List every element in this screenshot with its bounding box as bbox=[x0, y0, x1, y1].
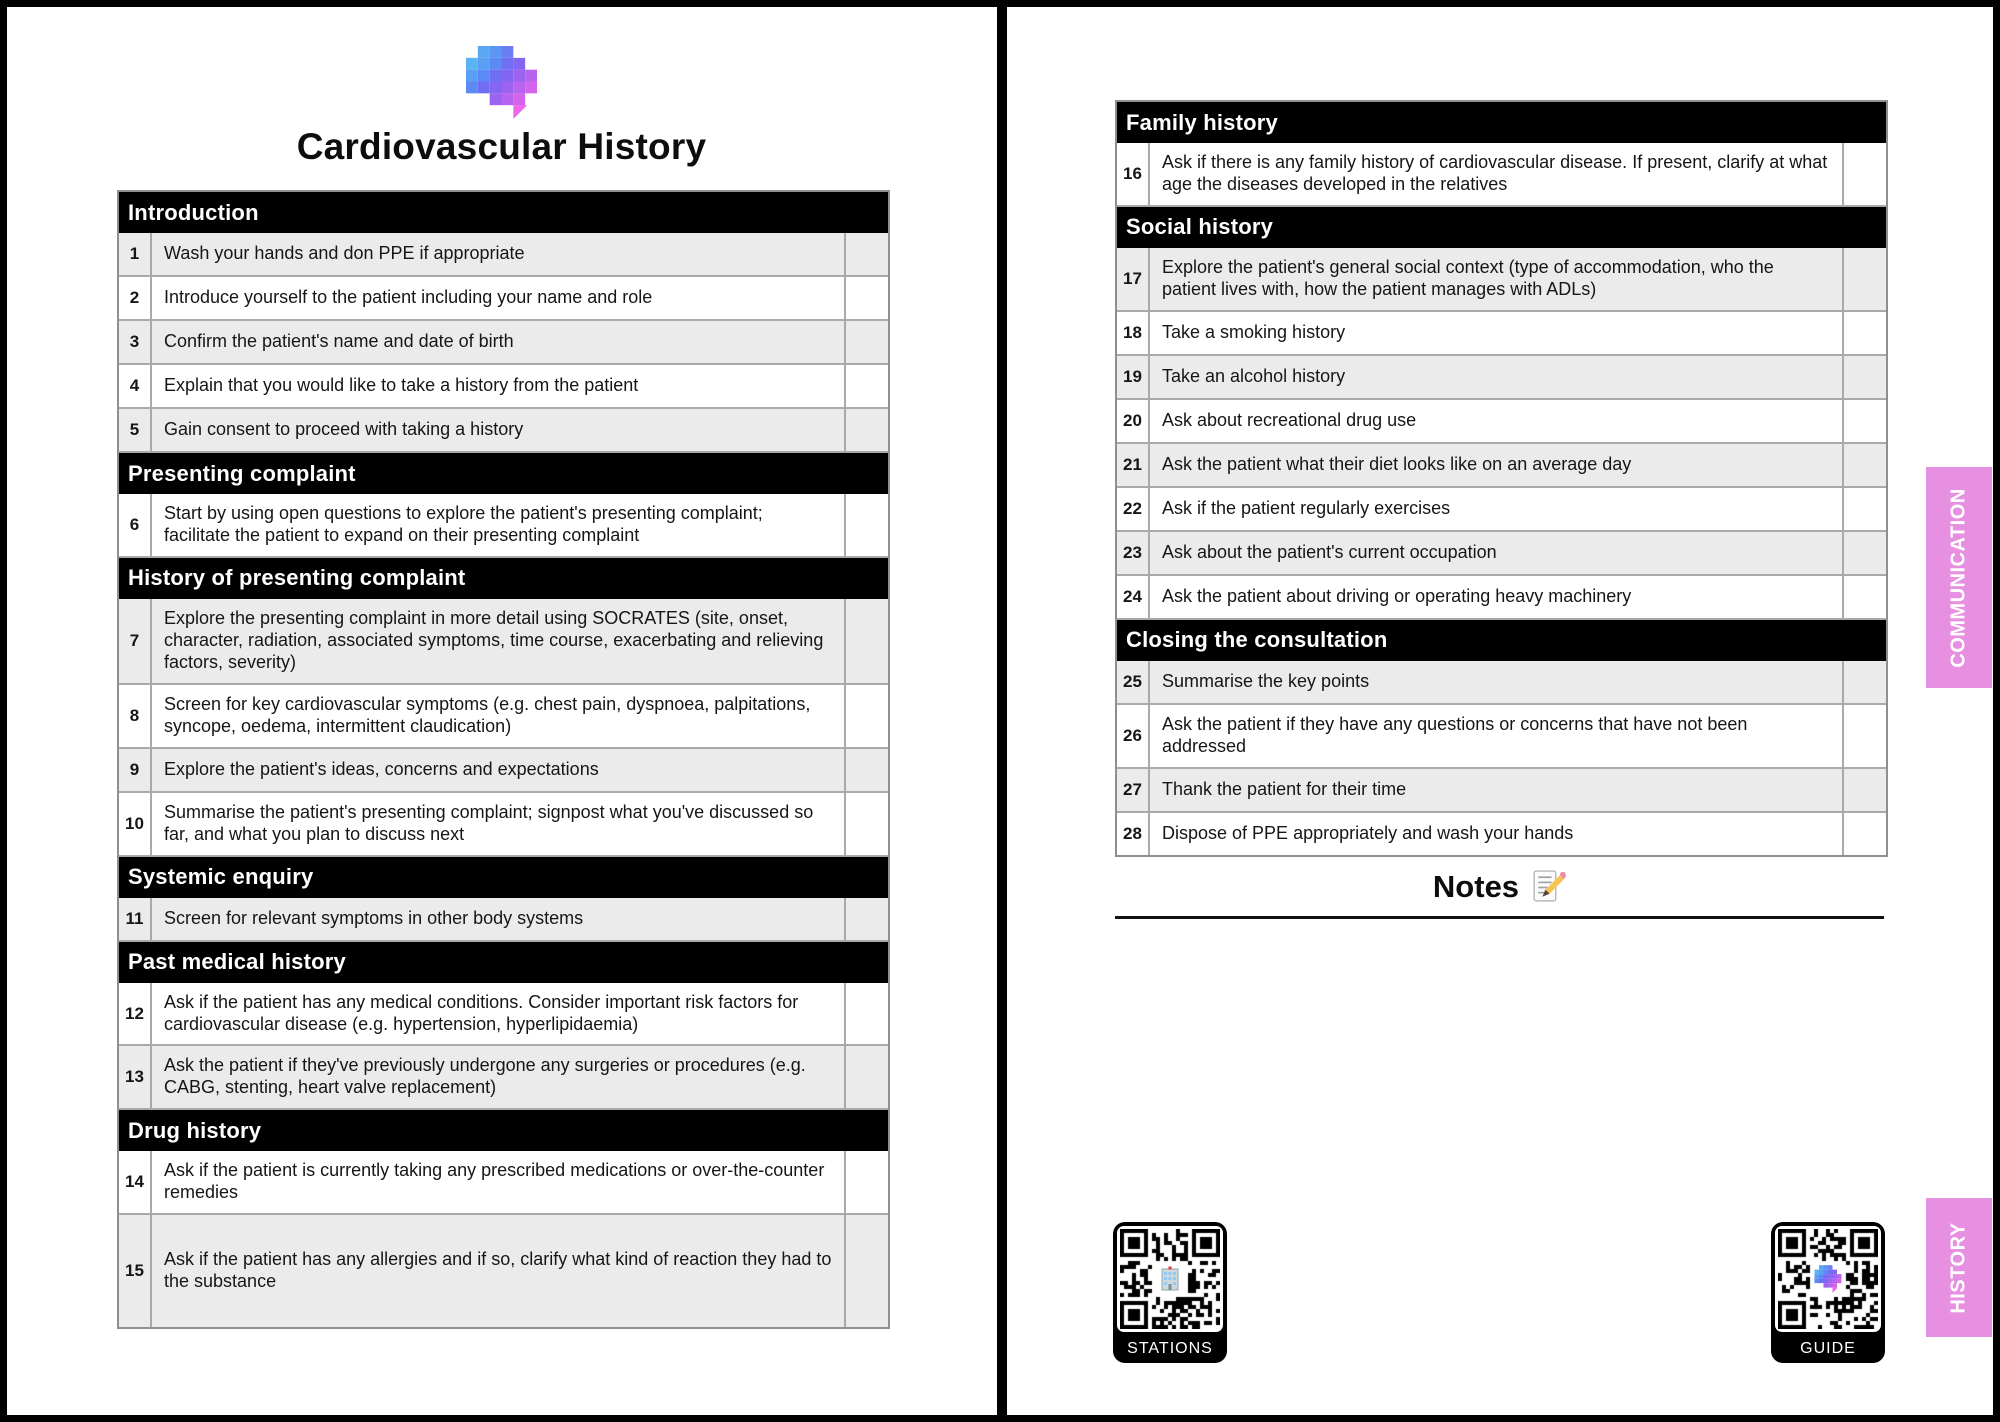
item-number: 23 bbox=[1117, 532, 1150, 574]
qr-guide[interactable] bbox=[1771, 1222, 1885, 1363]
item-number: 26 bbox=[1117, 705, 1150, 767]
checkbox-cell[interactable] bbox=[1842, 576, 1886, 618]
item-text: Screen for relevant symptoms in other body systems bbox=[164, 907, 584, 928]
item-text: Explore the patient's general social context (type of accommodation, who the patient lives with, how the patient manages with ADLs) bbox=[1162, 256, 1774, 299]
item-text: Ask the patient if they've previously undergone any surgeries or procedures (e.g. CABG, stenting, heart valve replacement) bbox=[164, 1055, 806, 1098]
item-number: 4 bbox=[119, 365, 152, 407]
right-checklist-table bbox=[1115, 100, 1888, 857]
hospital-building-icon bbox=[1155, 1264, 1185, 1294]
checklist-item-9 bbox=[119, 749, 888, 793]
item-number: 19 bbox=[1117, 356, 1150, 398]
item-text: Ask the patient what their diet looks like on an average day bbox=[1162, 453, 1632, 474]
section-header: History of presenting complaint bbox=[119, 558, 888, 599]
item-text: Ask about recreational drug use bbox=[1162, 409, 1417, 430]
checklist-item-19 bbox=[1117, 356, 1886, 400]
brain-logo-icon bbox=[466, 46, 537, 124]
checklist-item-23 bbox=[1117, 532, 1886, 576]
item-text: Ask if the patient regularly exercises bbox=[1162, 497, 1451, 518]
checklist-item-28 bbox=[1117, 813, 1886, 855]
item-text: Dispose of PPE appropriately and wash your hands bbox=[1162, 822, 1574, 843]
item-number: 7 bbox=[119, 599, 152, 683]
section-header: Presenting complaint bbox=[119, 453, 888, 494]
checkbox-cell[interactable] bbox=[844, 365, 888, 407]
checkbox-cell[interactable] bbox=[844, 685, 888, 747]
item-number: 6 bbox=[119, 494, 152, 556]
section-header: Social history bbox=[1117, 207, 1886, 248]
checkbox-cell[interactable] bbox=[844, 233, 888, 275]
checklist-item-13 bbox=[119, 1046, 888, 1110]
notes-underline bbox=[1115, 916, 1884, 919]
item-text: Ask if there is any family history of cardiovascular disease. If present, clarify at what age the diseases developed in the relatives bbox=[1162, 152, 1828, 194]
checkbox-cell[interactable] bbox=[1842, 444, 1886, 486]
item-text: Take a smoking history bbox=[1162, 321, 1346, 342]
item-text: Explore the presenting complaint in more detail using SOCRATES (site, onset, character, radiation, associated symptoms, time course, exacerbating and relieving factors, severity) bbox=[164, 607, 824, 672]
checkbox-cell[interactable] bbox=[844, 1215, 888, 1327]
checkbox-cell[interactable] bbox=[1842, 769, 1886, 811]
item-number: 2 bbox=[119, 277, 152, 319]
item-number: 22 bbox=[1117, 488, 1150, 530]
checkbox-cell[interactable] bbox=[844, 983, 888, 1045]
item-text: Ask the patient if they have any questions or concerns that have not been addressed bbox=[1162, 713, 1748, 756]
item-number: 9 bbox=[119, 749, 152, 791]
checklist-item-1 bbox=[119, 233, 888, 277]
checkbox-cell[interactable] bbox=[844, 1151, 888, 1213]
checkbox-cell[interactable] bbox=[844, 749, 888, 791]
tab-communication-label: COMMUNICATION bbox=[1947, 487, 1970, 668]
checkbox-cell[interactable] bbox=[1842, 143, 1886, 205]
checklist-item-21 bbox=[1117, 444, 1886, 488]
checkbox-cell[interactable] bbox=[844, 1046, 888, 1108]
item-number: 24 bbox=[1117, 576, 1150, 618]
qr-label: GUIDE bbox=[1800, 1340, 1856, 1357]
memo-icon bbox=[1529, 868, 1566, 905]
qr-label: STATIONS bbox=[1127, 1340, 1213, 1357]
notes-heading bbox=[1115, 868, 1884, 905]
checkbox-cell[interactable] bbox=[844, 409, 888, 451]
checklist-item-16 bbox=[1117, 143, 1886, 207]
checkbox-cell[interactable] bbox=[1842, 705, 1886, 767]
checklist-item-7 bbox=[119, 599, 888, 685]
item-text: Ask if the patient is currently taking any prescribed medications or over-the-counter remedies bbox=[164, 1160, 825, 1203]
item-number: 20 bbox=[1117, 400, 1150, 442]
checklist-item-17 bbox=[1117, 248, 1886, 312]
item-text: Take an alcohol history bbox=[1162, 365, 1346, 386]
section-header: Family history bbox=[1117, 102, 1886, 143]
item-text: Ask the patient about driving or operating heavy machinery bbox=[1162, 585, 1632, 606]
checkbox-cell[interactable] bbox=[1842, 532, 1886, 574]
item-number: 10 bbox=[119, 793, 152, 855]
checklist-item-4 bbox=[119, 365, 888, 409]
checklist-item-12 bbox=[119, 983, 888, 1047]
checklist-item-2 bbox=[119, 277, 888, 321]
checklist-item-11 bbox=[119, 898, 888, 942]
item-text: Confirm the patient's name and date of birth bbox=[164, 331, 514, 352]
checklist-item-24 bbox=[1117, 576, 1886, 620]
item-number: 11 bbox=[119, 898, 152, 940]
item-number: 18 bbox=[1117, 312, 1150, 354]
checklist-item-6 bbox=[119, 494, 888, 558]
item-text: Ask about the patient's current occupation bbox=[1162, 541, 1497, 562]
checkbox-cell[interactable] bbox=[844, 321, 888, 363]
section-header: Closing the consultation bbox=[1117, 620, 1886, 661]
checkbox-cell[interactable] bbox=[1842, 356, 1886, 398]
item-number: 16 bbox=[1117, 143, 1150, 205]
item-number: 27 bbox=[1117, 769, 1150, 811]
checkbox-cell[interactable] bbox=[1842, 248, 1886, 310]
item-number: 13 bbox=[119, 1046, 152, 1108]
item-number: 21 bbox=[1117, 444, 1150, 486]
checkbox-cell[interactable] bbox=[1842, 488, 1886, 530]
notes-label: Notes bbox=[1432, 868, 1520, 904]
item-text: Explain that you would like to take a history from the patient bbox=[164, 375, 639, 396]
checklist-item-15 bbox=[119, 1215, 888, 1327]
tab-history-label: HISTORY bbox=[1947, 1221, 1970, 1314]
item-text: Summarise the patient's presenting complaint; signpost what you've discussed so far, and what you plan to discuss next bbox=[164, 801, 814, 844]
section-header: Systemic enquiry bbox=[119, 857, 888, 898]
checkbox-cell[interactable] bbox=[844, 898, 888, 940]
left-checklist-table bbox=[117, 190, 890, 1329]
checklist-item-10 bbox=[119, 793, 888, 857]
checklist-item-8 bbox=[119, 685, 888, 749]
section-header: Drug history bbox=[119, 1110, 888, 1151]
tab-communication[interactable] bbox=[1926, 467, 1992, 688]
item-number: 25 bbox=[1117, 661, 1150, 703]
item-number: 28 bbox=[1117, 813, 1150, 855]
item-number: 14 bbox=[119, 1151, 152, 1213]
checkbox-cell[interactable] bbox=[1842, 813, 1886, 855]
checkbox-cell[interactable] bbox=[844, 599, 888, 683]
checkbox-cell[interactable] bbox=[844, 494, 888, 556]
item-text: Summarise the key points bbox=[1162, 670, 1370, 691]
item-text: Screen for key cardiovascular symptoms (e.g. chest pain, dyspnoea, palpitations, syncope, oedema, intermittent claudication) bbox=[164, 693, 811, 736]
checklist-item-27 bbox=[1117, 769, 1886, 813]
brain-icon bbox=[1814, 1264, 1843, 1294]
item-text: Wash your hands and don PPE if appropriate bbox=[164, 243, 525, 264]
checklist-item-14 bbox=[119, 1151, 888, 1215]
checklist-item-18 bbox=[1117, 312, 1886, 356]
qr-stations[interactable] bbox=[1113, 1222, 1227, 1363]
item-number: 3 bbox=[119, 321, 152, 363]
item-text: Explore the patient's ideas, concerns and expectations bbox=[164, 758, 599, 779]
item-text: Ask if the patient has any allergies and if so, clarify what kind of reaction they had to the substance bbox=[164, 1249, 832, 1292]
checklist-item-22 bbox=[1117, 488, 1886, 532]
checkbox-cell[interactable] bbox=[844, 793, 888, 855]
item-number: 5 bbox=[119, 409, 152, 451]
item-text: Introduce yourself to the patient including your name and role bbox=[164, 287, 653, 308]
item-text: Ask if the patient has any medical conditions. Consider important risk factors for cardiovascular disease (e.g. hypertension, hyperlipidaemia) bbox=[164, 991, 799, 1034]
checklist-item-25 bbox=[1117, 661, 1886, 705]
checkbox-cell[interactable] bbox=[1842, 400, 1886, 442]
checklist-item-20 bbox=[1117, 400, 1886, 444]
checklist-item-5 bbox=[119, 409, 888, 453]
section-header: Past medical history bbox=[119, 942, 888, 983]
tab-history[interactable] bbox=[1926, 1198, 1992, 1337]
item-text: Start by using open questions to explore the patient's presenting complaint; facilitate the patient to expand on their presenting complaint bbox=[164, 503, 763, 545]
item-number: 1 bbox=[119, 233, 152, 275]
item-number: 15 bbox=[119, 1215, 152, 1327]
checkbox-cell[interactable] bbox=[1842, 312, 1886, 354]
checklist-item-26 bbox=[1117, 705, 1886, 769]
item-number: 8 bbox=[119, 685, 152, 747]
item-text: Thank the patient for their time bbox=[1162, 778, 1407, 799]
checkbox-cell[interactable] bbox=[1842, 661, 1886, 703]
checklist-item-3 bbox=[119, 321, 888, 365]
section-header: Introduction bbox=[119, 192, 888, 233]
checkbox-cell[interactable] bbox=[844, 277, 888, 319]
item-number: 17 bbox=[1117, 248, 1150, 310]
item-text: Gain consent to proceed with taking a history bbox=[164, 419, 524, 440]
page-title: Cardiovascular History bbox=[296, 126, 707, 167]
item-number: 12 bbox=[119, 983, 152, 1045]
